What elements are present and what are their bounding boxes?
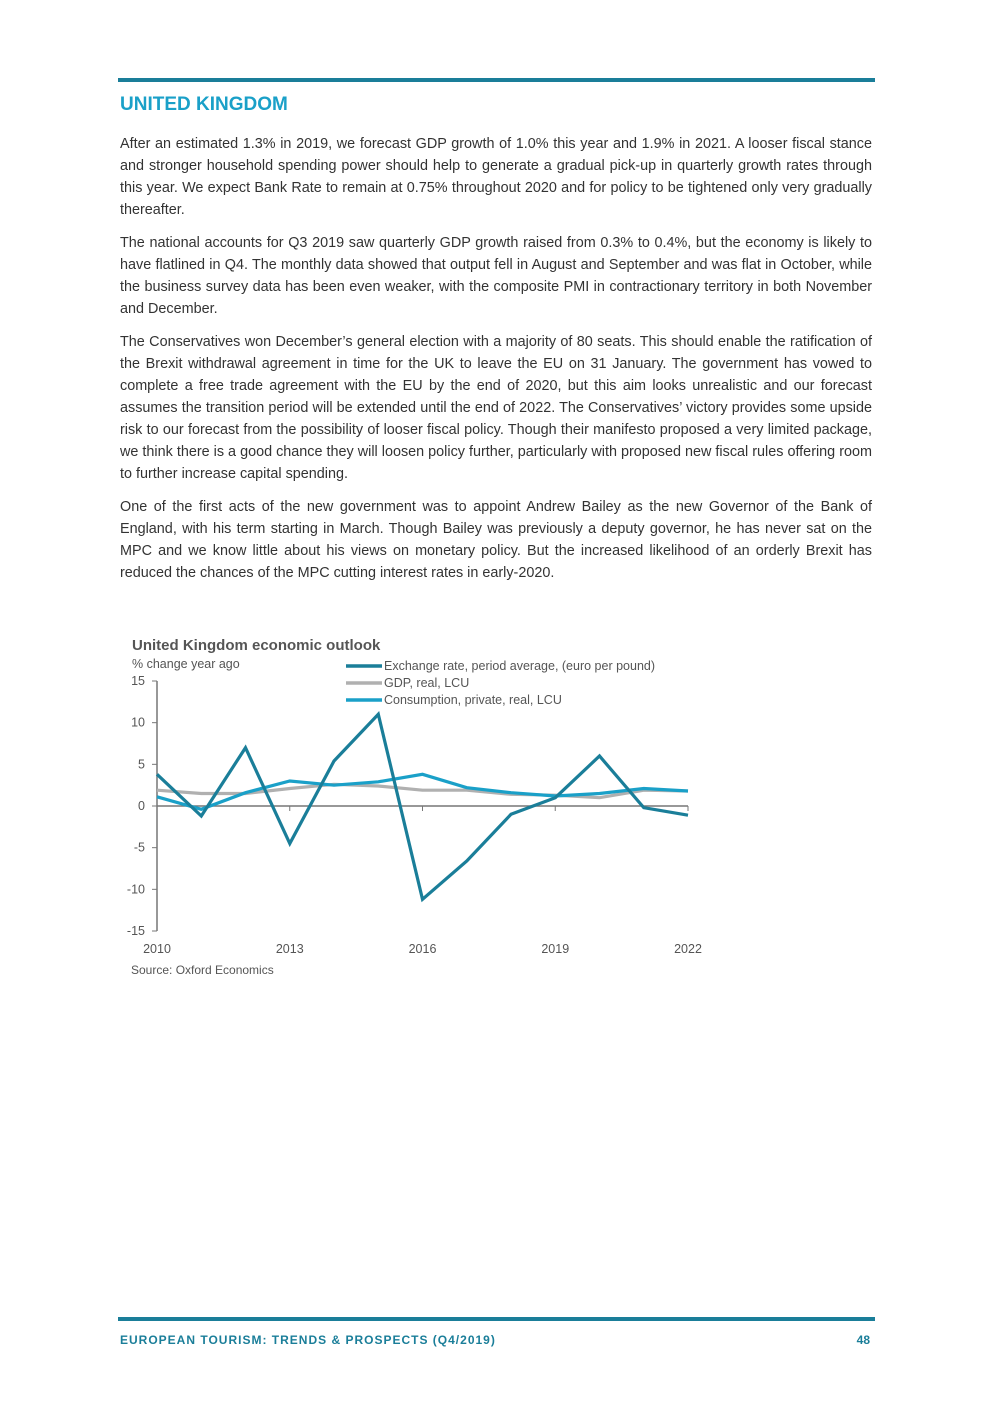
legend-label: Consumption, private, real, LCU xyxy=(384,693,562,707)
bottom-rule xyxy=(118,1317,875,1321)
section-title: UNITED KINGDOM xyxy=(120,94,288,115)
page-number: 48 xyxy=(856,1333,870,1347)
x-tick-label: 2016 xyxy=(408,942,437,956)
y-tick-label: -15 xyxy=(126,924,145,938)
legend-label: Exchange rate, period average, (euro per pound) xyxy=(384,659,656,673)
y-tick-label: 15 xyxy=(131,674,145,688)
paragraph: One of the first acts of the new government was to appoint Andrew Bailey as the new Governor of the Bank of England, with his term starting in March. Though Bailey was previously a deputy governor, he has never sat on the MPC and we know little about his views on monetary policy. But the increased likelihood of an orderly Brexit has reduced the chances of the MPC cutting interest rates in early-2020. xyxy=(120,499,872,581)
y-tick-label: -5 xyxy=(133,840,145,855)
x-tick-label: 2022 xyxy=(674,942,702,956)
paragraph: The Conservatives won December’s general election with a majority of 80 seats. This should enable the ratification of the Brexit withdrawal agreement in time for the UK to leave the EU on 31 January. The government has vowed to complete a free trade agreement with the EU by the end of 2020, but this aim looks unrealistic and our forecast assumes the transition period will be extended until the end of 2022. The Conservatives’ victory provides some upside risk to our forecast from the possibility of looser fiscal policy. Though their manifesto proposed a very limited package, we think there is a good chance they will loosen policy further, particularly with proposed new fiscal rules offering room to further increase capital spending. xyxy=(120,334,872,482)
legend-label: GDP, real, LCU xyxy=(384,676,470,690)
paragraph: The national accounts for Q3 2019 saw quarterly GDP growth raised from 0.3% to 0.4%, but the economy is likely to have flatlined in Q4. The monthly data showed that output fell in August and September and was flat in October, while the business survey data has been even weaker, with the composite PMI in contractionary territory in both November and December. xyxy=(120,235,872,317)
y-tick-label: 0 xyxy=(138,799,145,813)
footer-title: EUROPEAN TOURISM: TRENDS & PROSPECTS (Q4/2019) xyxy=(120,1333,496,1347)
y-axis-label: % change year ago xyxy=(132,657,240,671)
x-tick-label: 2019 xyxy=(541,942,570,956)
x-tick-label: 2010 xyxy=(143,942,171,956)
x-tick-label: 2013 xyxy=(275,942,304,956)
y-tick-label: 5 xyxy=(138,757,145,772)
chart-title: United Kingdom economic outlook xyxy=(132,637,381,654)
y-tick-label: 10 xyxy=(131,715,145,730)
y-tick-label: -10 xyxy=(126,882,145,897)
paragraph: After an estimated 1.3% in 2019, we forecast GDP growth of 1.0% this year and 1.9% in 2021. A looser fiscal stance and stronger household spending power should help to generate a gradual pick-up in quarterly growth rates through this year. We expect Bank Rate to remain at 0.75% throughout 2020 and for policy to be tightened only very gradually thereafter. xyxy=(120,136,872,218)
chart-source: Source: Oxford Economics xyxy=(131,963,274,977)
